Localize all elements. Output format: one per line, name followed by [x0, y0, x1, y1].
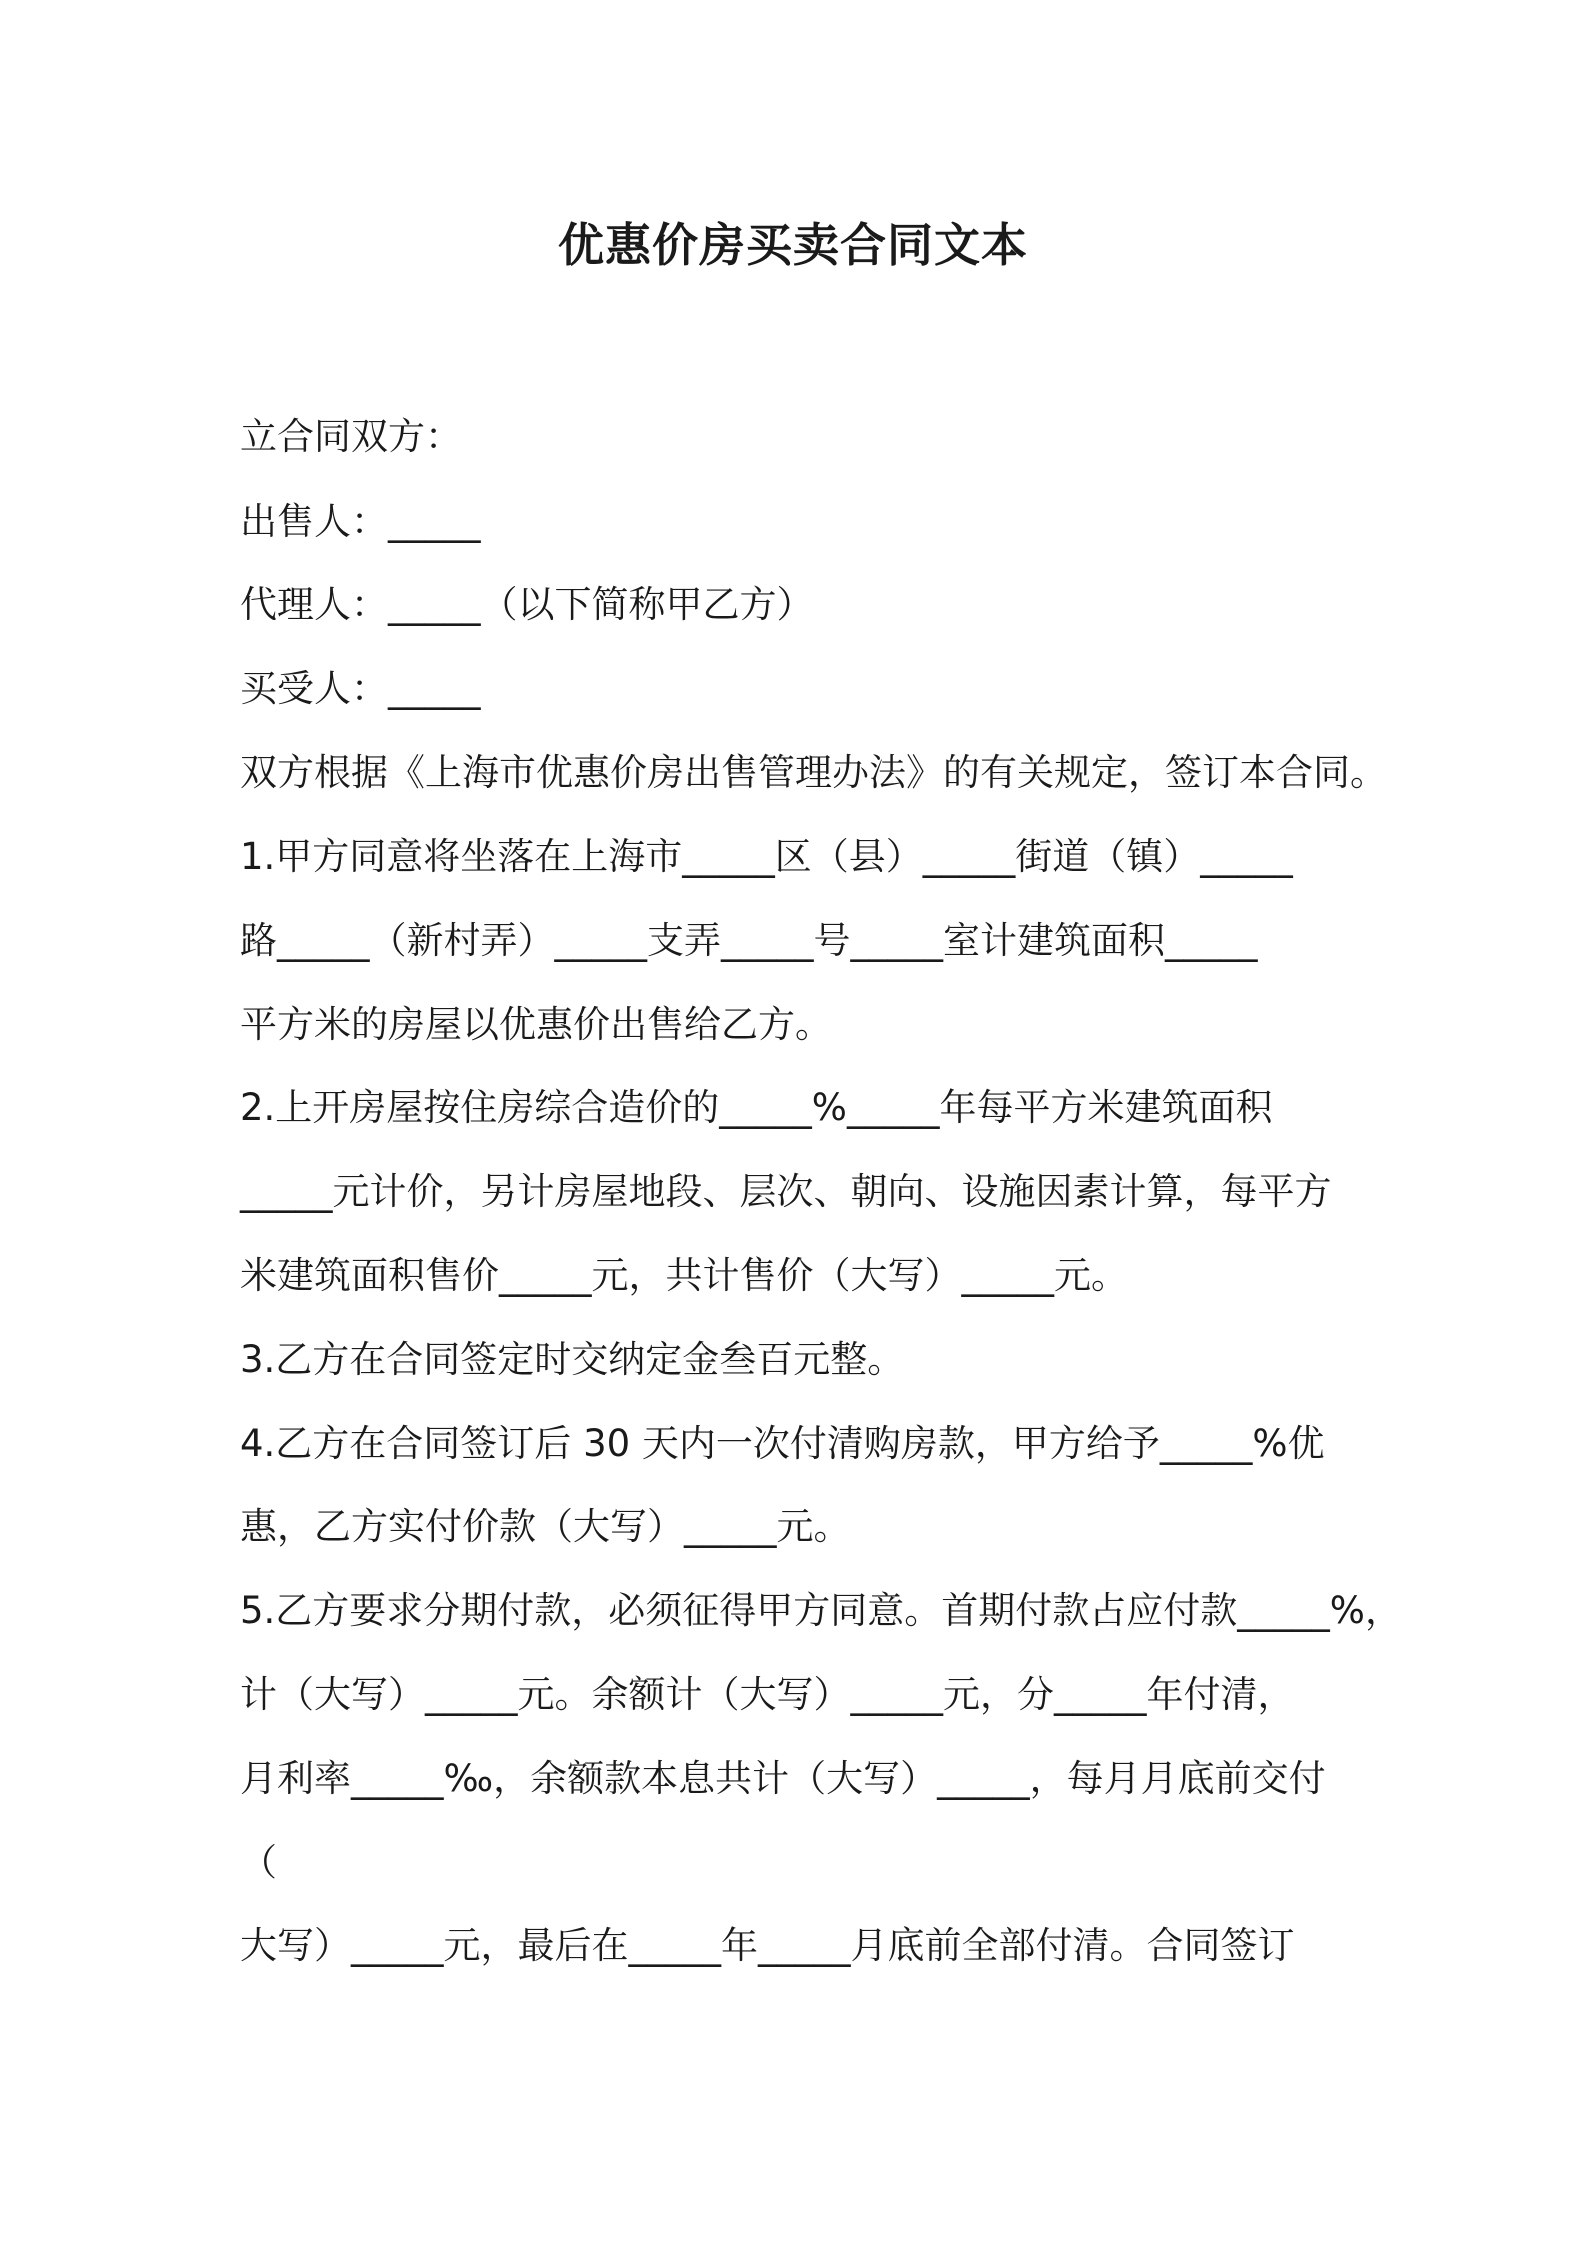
text-line: 大写）_____元，最后在_____年_____月底前全部付清。合同签订 [240, 1924, 1295, 1967]
text-line: 5.乙方要求分期付款，必须征得甲方同意。首期付款占应付款_____%， [240, 1589, 1402, 1632]
text-line: （ [240, 1841, 277, 1884]
text-line: 2.上开房屋按住房综合造价的_____%_____年每平方米建筑面积 [240, 1086, 1273, 1129]
text-line: 双方根据《上海市优惠价房出售管理办法》的有关规定，签订本合同。 [240, 751, 1387, 794]
text-line: 买受人：_____ [240, 667, 481, 710]
text-line: 月利率_____‰，余额款本息共计（大写）_____，每月月底前交付 [240, 1757, 1326, 1800]
text-line: _____元计价，另计房屋地段、层次、朝向、设施因素计算，每平方 [240, 1170, 1332, 1213]
text-line: 惠，乙方实付价款（大写）_____元。 [240, 1505, 851, 1548]
document-title: 优惠价房买卖合同文本 [558, 218, 1028, 272]
text-line: 4.乙方在合同签订后 30 天内一次付清购房款，甲方给予_____%优 [240, 1422, 1325, 1465]
text-line: 路_____（新村弄）_____支弄_____号_____室计建筑面积_____ [240, 919, 1258, 962]
text-line: 3.乙方在合同签定时交纳定金叁百元整。 [240, 1338, 905, 1381]
text-line: 平方米的房屋以优惠价出售给乙方。 [240, 1003, 832, 1046]
text-line: 出售人：_____ [240, 500, 481, 543]
text-line: 代理人：_____（以下简称甲乙方） [240, 583, 814, 626]
text-line: 计（大写）_____元。余额计（大写）_____元，分_____年付清， [240, 1673, 1295, 1716]
text-line: 1.甲方同意将坐落在上海市_____区（县）_____街道（镇）_____ [240, 835, 1293, 878]
text-line: 立合同双方： [240, 415, 462, 458]
text-line: 米建筑面积售价_____元，共计售价（大写）_____元。 [240, 1254, 1128, 1297]
